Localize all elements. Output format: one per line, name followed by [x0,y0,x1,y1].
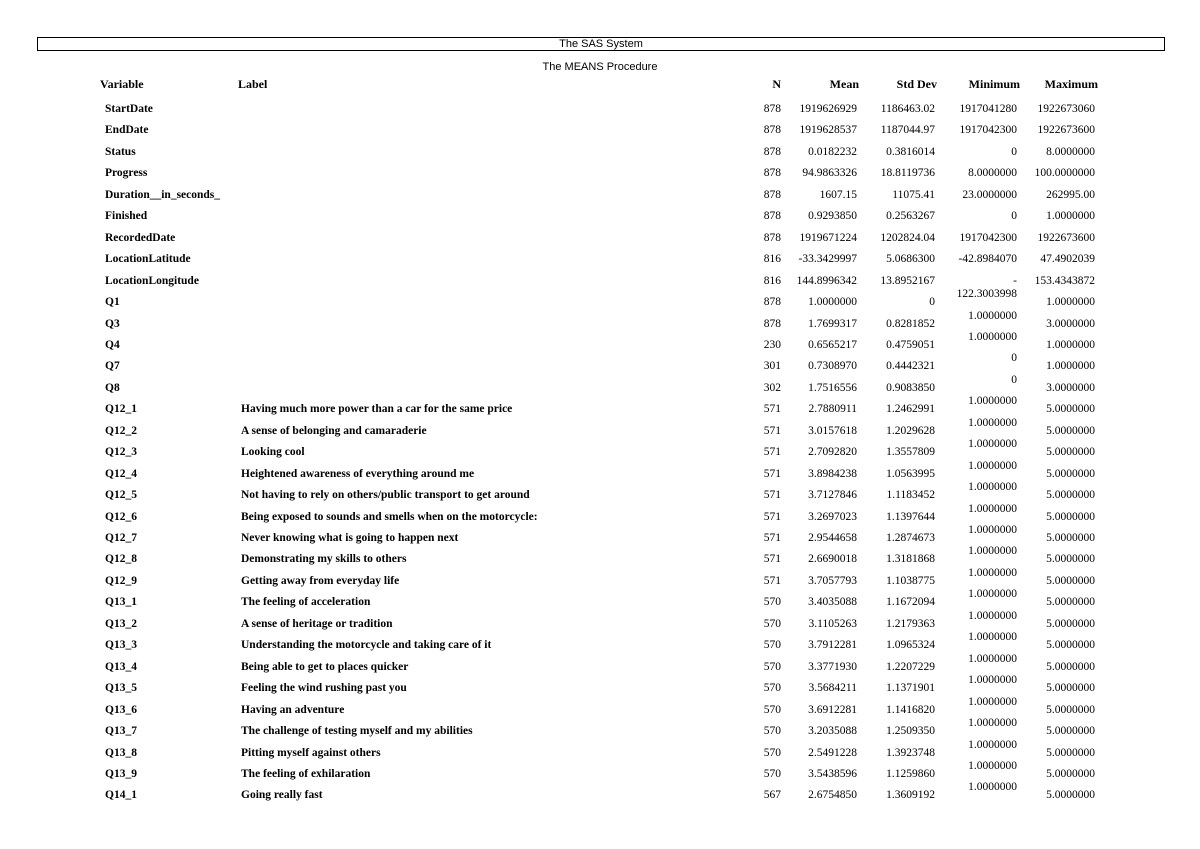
cell-std-dev: 1.0563995 [886,467,935,480]
cell-variable: EndDate [105,124,149,137]
cell-minimum: 0 [1011,145,1017,158]
cell-n: 571 [763,403,781,416]
cell-std-dev: 1.3609192 [886,789,935,802]
cell-variable: Q4 [105,338,120,351]
cell-variable: Q13_3 [105,639,137,652]
cell-std-dev: 18.8119736 [880,167,935,180]
cell-minimum: 1.0000000 [968,695,1017,708]
table-row [0,717,1200,739]
cell-mean: 2.9544658 [808,532,857,544]
cell-minimum: 1.0000000 [968,481,1017,494]
cell-mean: 1919626929 [799,103,857,115]
cell-std-dev: 1.3557809 [886,446,935,459]
table-row [0,674,1200,696]
cell-mean: 3.7057793 [808,574,857,587]
cell-mean: 2.7092820 [808,446,857,459]
cell-mean: 3.2697023 [808,510,857,523]
cell-variable: Q12_1 [105,403,137,416]
cell-n: 571 [763,510,781,523]
cell-std-dev: 1.2029628 [886,424,935,437]
table-row [0,144,1200,160]
cell-mean: 3.1105263 [808,617,857,630]
cell-mean: 0.9293850 [808,210,857,223]
cell-minimum: 1.0000000 [968,309,1017,322]
table-row [0,352,1200,374]
cell-mean: 144.8996342 [796,274,857,287]
cell-mean: 3.0157618 [808,424,857,437]
cell-label: A sense of belonging and camaraderie [241,424,427,437]
cell-maximum: 5.0000000 [1046,617,1095,630]
cell-maximum: 5.0000000 [1046,682,1095,695]
header-mean: Mean [829,77,859,91]
cell-variable: Q12_3 [105,446,137,459]
cell-minimum: 1.0000000 [968,738,1017,751]
cell-n: 570 [763,767,781,780]
cell-variable: LocationLatitude [105,253,191,266]
cell-label: Going really fast [241,789,323,802]
cell-variable: Q13_1 [105,596,137,609]
cell-mean: 3.3771930 [808,660,857,673]
cell-mean: 3.5438596 [808,767,857,780]
table-row [0,631,1200,653]
cell-maximum: 5.0000000 [1046,639,1095,652]
table-row [0,459,1200,482]
cell-minimum: 1.0000000 [968,524,1017,536]
table-row [0,101,1200,117]
cell-maximum: 5.0000000 [1046,725,1095,738]
cell-maximum: 1922673600 [1037,231,1095,244]
cell-maximum: 1922673060 [1037,103,1095,115]
cell-variable: Q12_2 [105,424,137,437]
cell-label: Looking cool [241,446,305,459]
cell-variable: Finished [105,210,148,223]
cell-minimum: 1.0000000 [968,566,1017,579]
cell-minimum: 1917041280 [959,103,1017,115]
header-label: Label [238,77,268,91]
cell-minimum: 1.0000000 [968,588,1017,601]
cell-std-dev: 11075.41 [892,188,935,201]
table-row [0,609,1200,632]
cell-label: Being able to get to places quicker [241,660,409,673]
cell-label: Being exposed to sounds and smells when on the motorcycle: [241,510,538,523]
cell-variable: Q1 [105,296,120,309]
cell-maximum: 153.4343872 [1034,274,1095,287]
cell-minimum: 0 [1011,373,1017,386]
cell-std-dev: 0.2563267 [886,210,935,223]
cell-maximum: 5.0000000 [1046,746,1095,759]
table-row [0,309,1200,332]
cell-maximum: 5.0000000 [1046,703,1095,716]
cell-n: 570 [763,617,781,630]
table-row [0,230,1200,246]
cell-variable: Q14_1 [105,789,137,802]
table-row [0,330,1200,353]
cell-std-dev: 1.1038775 [886,574,935,587]
cell-maximum: 5.0000000 [1046,510,1095,523]
cell-std-dev: 1.2462991 [886,403,935,416]
cell-mean: 1.0000000 [808,296,857,309]
cell-mean: 0.0182232 [808,145,857,158]
table-row [0,781,1200,803]
cell-maximum: 3.0000000 [1046,317,1095,330]
cell-variable: Q13_5 [105,682,137,695]
cell-n: 878 [763,103,781,115]
cell-mean: 1.7516556 [808,381,857,394]
table-row [0,187,1200,203]
table-row [0,738,1200,761]
cell-label: Not having to rely on others/public transport to get around [241,489,530,502]
cell-n: 878 [763,145,781,158]
cell-std-dev: 1.1397644 [886,510,935,523]
cell-variable: Progress [105,167,148,180]
cell-mean: 1607.15 [819,188,857,201]
table-row [0,566,1200,589]
cell-variable: Q12_5 [105,489,137,502]
header-minimum: Minimum [968,77,1020,91]
header-maximum: Maximum [1044,77,1098,91]
cell-mean: 3.6912281 [808,703,857,716]
cell-std-dev: 13.8952167 [880,274,935,287]
cell-maximum: 5.0000000 [1046,660,1095,673]
cell-std-dev: 1.1183452 [886,489,935,502]
cell-label: The feeling of acceleration [241,596,371,609]
cell-variable: Q13_4 [105,660,137,673]
cell-variable: Q12_8 [105,553,137,566]
cell-variable: LocationLongitude [105,274,199,287]
cell-mean: 3.7912281 [808,639,857,652]
cell-n: 571 [763,574,781,587]
cell-variable: Q3 [105,317,120,330]
cell-mean: 2.6690018 [808,553,857,566]
table-row [0,524,1200,546]
cell-mean: 0.6565217 [808,338,857,351]
cell-maximum: 5.0000000 [1046,489,1095,502]
cell-std-dev: 1.2207229 [886,660,935,673]
cell-minimum: 1.0000000 [968,438,1017,451]
cell-variable: Q13_6 [105,703,137,716]
cell-minimum: 0 [1011,210,1017,223]
table-row [0,416,1200,439]
table-row [0,545,1200,567]
cell-minimum: - [1013,274,1017,287]
cell-variable: Q13_9 [105,767,137,780]
table-row [0,502,1200,525]
cell-n: 571 [763,446,781,459]
cell-maximum: 1.0000000 [1046,296,1095,309]
cell-std-dev: 5.0686300 [886,253,935,266]
header-n: N [772,77,781,91]
cell-mean: 2.6754850 [808,789,857,802]
table-row [0,695,1200,718]
cell-std-dev: 0.8281852 [886,317,935,330]
cell-variable: Q8 [105,381,120,394]
cell-std-dev: 1.2509350 [886,725,935,738]
cell-n: 570 [763,725,781,738]
table-row [0,588,1200,610]
cell-minimum: 1.0000000 [968,459,1017,472]
cell-minimum: 1917042300 [959,231,1017,244]
cell-std-dev: 1202824.04 [880,231,935,244]
cell-minimum: 1.0000000 [968,545,1017,558]
cell-minimum: 122.3003998 [956,288,1017,301]
cell-std-dev: 0 [929,296,935,309]
cell-variable: Q12_4 [105,467,137,480]
cell-n: 301 [763,360,781,373]
procedure-title: The MEANS Procedure [542,61,658,73]
cell-n: 878 [763,296,781,309]
cell-n: 571 [763,553,781,566]
cell-minimum: 0 [1011,352,1017,365]
cell-n: 571 [763,424,781,437]
cell-variable: Duration__in_seconds_ [105,188,221,201]
cell-n: 816 [763,253,781,266]
cell-variable: Q7 [105,360,120,373]
cell-variable: RecordedDate [105,231,176,244]
table-row [0,251,1200,267]
cell-mean: 2.7880911 [808,403,857,416]
cell-std-dev: 1.1672094 [886,596,935,609]
table-row [0,208,1200,224]
cell-label: Pitting myself against others [241,746,381,759]
cell-mean: 3.2035088 [808,725,857,738]
cell-n: 570 [763,660,781,673]
cell-n: 878 [763,210,781,223]
cell-maximum: 47.4902039 [1040,253,1095,266]
cell-minimum: 1.0000000 [968,674,1017,687]
cell-n: 571 [763,467,781,480]
cell-std-dev: 1.2179363 [886,617,935,630]
cell-std-dev: 1186463.02 [880,103,935,115]
table-row [0,165,1200,181]
cell-variable: StartDate [105,103,153,115]
cell-maximum: 1.0000000 [1046,360,1095,373]
cell-minimum: 1.0000000 [968,502,1017,515]
cell-mean: 94.9863326 [802,167,857,180]
cell-maximum: 100.0000000 [1034,167,1095,180]
table-row [0,395,1200,417]
cell-maximum: 5.0000000 [1046,467,1095,480]
cell-std-dev: 1.3181868 [886,553,935,566]
cell-std-dev: 0.4442321 [886,360,935,373]
cell-label: Having an adventure [241,703,345,716]
cell-n: 570 [763,682,781,695]
cell-maximum: 5.0000000 [1046,424,1095,437]
cell-maximum: 262995.00 [1046,188,1095,201]
cell-variable: Status [105,145,136,158]
table-row [0,481,1200,503]
cell-mean: 3.8984238 [808,467,857,480]
table-row [0,122,1200,138]
cell-minimum: 8.0000000 [968,167,1017,180]
cell-minimum: 1.0000000 [968,395,1017,408]
table-row [0,652,1200,675]
cell-n: 878 [763,317,781,330]
header-variable: Variable [100,77,144,91]
cell-label: Understanding the motorcycle and taking care of it [241,639,492,652]
cell-n: 570 [763,703,781,716]
table-row [0,273,1200,289]
cell-std-dev: 0.9083850 [886,381,935,394]
cell-n: 571 [763,489,781,502]
cell-n: 567 [763,789,781,802]
cell-minimum: 1.0000000 [968,781,1017,794]
cell-std-dev: 1.1259860 [886,767,935,780]
cell-n: 878 [763,188,781,201]
cell-std-dev: 1.1416820 [886,703,935,716]
cell-label: Having much more power than a car for the same price [241,403,513,416]
cell-std-dev: 1.2874673 [886,532,935,544]
cell-label: Heightened awareness of everything around me [241,467,475,480]
table-row [0,759,1200,782]
cell-label: The feeling of exhilaration [241,767,371,780]
cell-n: 230 [763,338,781,351]
cell-minimum: 1.0000000 [968,652,1017,665]
cell-n: 302 [763,381,781,394]
cell-variable: Q13_7 [105,725,137,738]
cell-std-dev: 0.4759051 [886,338,935,351]
cell-variable: Q13_8 [105,746,137,759]
cell-mean: 2.5491228 [808,746,857,759]
table-row [0,438,1200,460]
cell-mean: 0.7308970 [808,360,857,373]
cell-maximum: 3.0000000 [1046,381,1095,394]
cell-maximum: 5.0000000 [1046,403,1095,416]
cell-mean: 3.4035088 [808,596,857,609]
cell-mean: -33.3429997 [798,253,857,266]
cell-maximum: 5.0000000 [1046,767,1095,780]
cell-n: 878 [763,231,781,244]
cell-label: Getting away from everyday life [241,574,400,587]
cell-label: The challenge of testing myself and my abilities [241,725,473,738]
cell-n: 878 [763,124,781,137]
cell-maximum: 8.0000000 [1046,145,1095,158]
cell-maximum: 1.0000000 [1046,210,1095,223]
header-std-dev: Std Dev [896,77,937,91]
cell-maximum: 5.0000000 [1046,553,1095,566]
cell-minimum: 1.0000000 [968,330,1017,343]
cell-minimum: 23.0000000 [962,188,1017,201]
cell-maximum: 5.0000000 [1046,574,1095,587]
cell-minimum: 1.0000000 [968,717,1017,730]
cell-mean: 3.7127846 [808,489,857,502]
cell-std-dev: 1.3923748 [886,746,935,759]
cell-maximum: 1922673600 [1037,124,1095,137]
cell-maximum: 5.0000000 [1046,789,1095,802]
cell-maximum: 5.0000000 [1046,596,1095,609]
cell-n: 816 [763,274,781,287]
cell-std-dev: 1187044.97 [880,124,935,137]
cell-n: 571 [763,532,781,544]
cell-std-dev: 0.3816014 [886,145,935,158]
cell-label: Feeling the wind rushing past you [241,682,407,695]
table-row [0,373,1200,396]
cell-std-dev: 1.0965324 [886,639,935,652]
cell-minimum: 1.0000000 [968,631,1017,644]
cell-n: 570 [763,746,781,759]
cell-n: 570 [763,639,781,652]
cell-label: Never knowing what is going to happen next [241,532,459,544]
cell-mean: 1919671224 [799,231,857,244]
cell-minimum: 1917042300 [959,124,1017,137]
cell-mean: 1919628537 [799,124,857,137]
cell-variable: Q12_6 [105,510,137,523]
cell-maximum: 5.0000000 [1046,532,1095,544]
system-title: The SAS System [37,37,1165,51]
cell-mean: 1.7699317 [808,317,857,330]
cell-variable: Q12_9 [105,574,137,587]
cell-maximum: 1.0000000 [1046,338,1095,351]
cell-variable: Q13_2 [105,617,137,630]
cell-n: 878 [763,167,781,180]
table-row [0,288,1200,310]
cell-minimum: -42.8984070 [958,253,1017,266]
cell-label: A sense of heritage or tradition [241,617,393,630]
cell-mean: 3.5684211 [808,682,857,695]
cell-minimum: 1.0000000 [968,416,1017,429]
cell-minimum: 1.0000000 [968,759,1017,772]
cell-label: Demonstrating my skills to others [241,553,407,566]
cell-variable: Q12_7 [105,532,137,544]
cell-maximum: 5.0000000 [1046,446,1095,459]
cell-std-dev: 1.1371901 [886,682,935,695]
cell-minimum: 1.0000000 [968,609,1017,622]
cell-n: 570 [763,596,781,609]
